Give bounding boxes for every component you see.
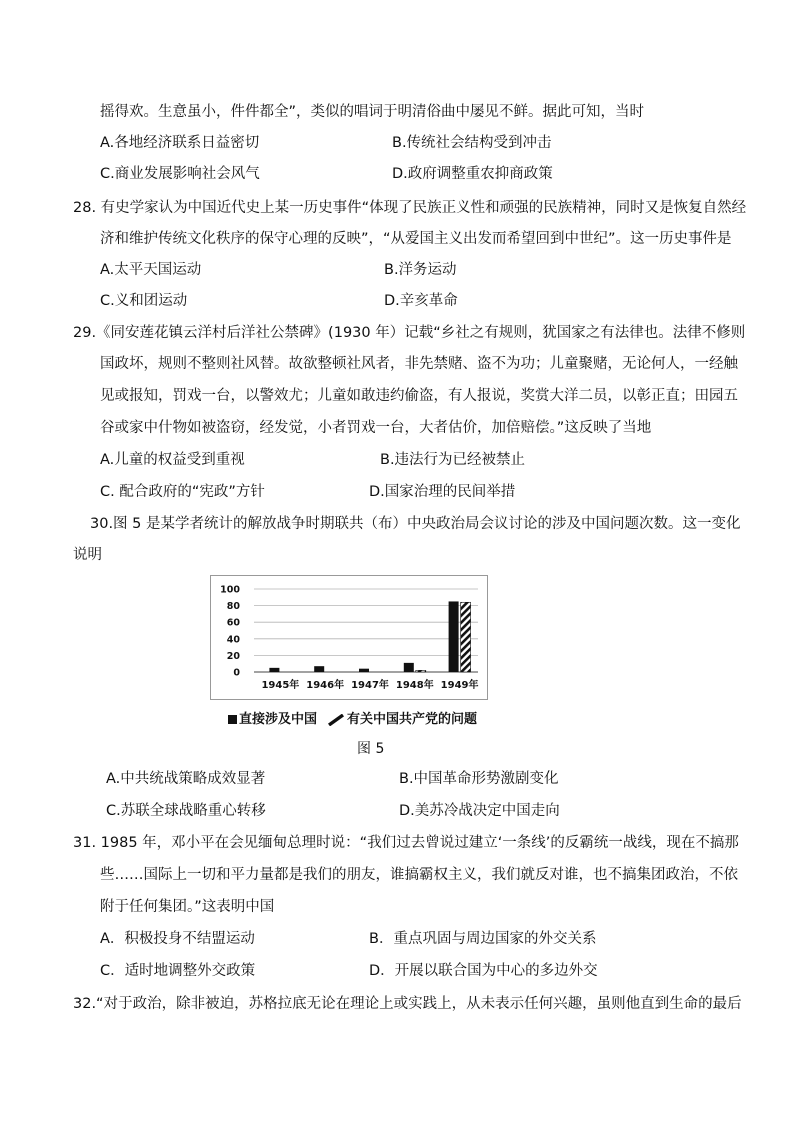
q28-text-line: 济和维护传统文化秩序的保守心理的反映”，“从爱国主义出发而希望回到中世纪”。这一历史事件是 — [100, 231, 732, 247]
q27-option-a: A.各地经济联系日益密切 — [100, 135, 260, 151]
q29-option-d: D.国家治理的民间举措 — [369, 484, 516, 500]
q29-text-line: 见或报知，罚戏一台，以警效尤；儿童如敢违约偷盗，有人报说，奖赏大洋二员，以彰正直；田园五 — [100, 388, 738, 404]
x-tick-label: 1947年 — [351, 680, 389, 691]
q31-option-b: B．重点巩固与周边国家的外交关系 — [369, 931, 597, 947]
q32-text-line: 32.“对于政治，除非被迫，苏格拉底无论在理论上或实践上，从未表示任何兴趣，虽则他直到生命的最后 — [73, 996, 742, 1012]
q31-option-a: A．积极投身不结盟运动 — [100, 931, 255, 947]
y-tick-label: 100 — [220, 584, 240, 596]
bar-ccp-issue — [461, 602, 471, 672]
q28-option-d: D.辛亥革命 — [384, 293, 458, 309]
figure-5-bar-chart — [210, 575, 488, 700]
q27-option-b: B.传统社会结构受到冲击 — [392, 135, 552, 151]
bar-direct-china — [269, 668, 279, 672]
legend-label-series-1: 直接涉及中国 — [239, 712, 318, 727]
bar-direct-china — [449, 601, 459, 672]
q27-option-c: C.商业发展影响社会风气 — [100, 166, 260, 182]
q30-text-line: 30.图 5 是某学者统计的解放战争时期联共（布）中央政治局会议讨论的涉及中国问题次数。这一变化 — [90, 516, 741, 532]
q28-option-a: A.太平天国运动 — [100, 262, 202, 278]
q31-text-line: 些……国际上一切和平力量都是我们的朋友，谁搞霸权主义，我们就反对谁，也不搞集团政治，不依 — [100, 867, 738, 883]
q30-option-d: D.美苏冷战决定中国走向 — [399, 803, 560, 819]
q31-text-line: 31. 1985 年，邓小平在会见缅甸总理时说：“我们过去曾说过建立‘一条线’的反霸统一战线，现在不搞那 — [73, 835, 739, 851]
y-tick-label: 40 — [226, 634, 240, 646]
q30-option-c: C.苏联全球战略重心转移 — [106, 803, 266, 819]
q28-text-line: 28. 有史学家认为中国近代史上某一历史事件“体现了民族正义性和顽强的民族精神，同时又是恢复自然经 — [73, 200, 747, 216]
q30-text-line: 说明 — [73, 547, 102, 563]
q27-text-line: 摇得欢。生意虽小，件件都全”，类似的唱词于明清俗曲中屡见不鲜。据此可知，当时 — [100, 104, 645, 120]
bar-direct-china — [314, 666, 324, 672]
q28-option-b: B.洋务运动 — [384, 262, 457, 278]
q29-option-c: C. 配合政府的“宪政”方针 — [100, 484, 265, 500]
chart-legend — [228, 708, 477, 727]
q31-option-d: D．开展以联合国为中心的多边外交 — [369, 963, 598, 979]
legend-hatched-swatch — [327, 714, 345, 726]
figure-caption: 图 5 — [357, 741, 385, 757]
q30-option-a: A.中共统战策略成效显著 — [106, 771, 266, 787]
legend-solid-swatch — [228, 715, 237, 724]
bar-direct-china — [404, 663, 414, 672]
q28-option-c: C.义和团运动 — [100, 293, 188, 309]
x-tick-label: 1945年 — [261, 680, 300, 691]
q31-option-c: C．适时地调整外交政策 — [100, 963, 256, 979]
q30-option-b: B.中国革命形势激剧变化 — [399, 771, 559, 787]
q31-text-line: 附于任何集团。”这表明中国 — [100, 899, 275, 915]
y-tick-label: 60 — [226, 617, 240, 629]
q29-option-b: B.违法行为已经被禁止 — [380, 452, 526, 468]
y-tick-label: 20 — [226, 650, 240, 662]
legend-label-series-2: 有关中国共产党的问题 — [347, 712, 478, 727]
x-tick-label: 1949年 — [440, 680, 479, 691]
q27-option-d: D.政府调整重农抑商政策 — [392, 166, 553, 182]
q29-text-line: 谷或家中什物如被盗窃，经发觉，小者罚戏一台，大者估价，加倍赔偿。”这反映了当地 — [100, 420, 652, 436]
bar-direct-china — [359, 669, 369, 672]
q29-text-line: 国政坏，规则不整则社风替。故欲整顿社风者，非先禁赌、盗不为功；儿童聚赌，无论何人，一经触 — [100, 356, 738, 372]
bar-ccp-issue — [416, 670, 426, 672]
q29-option-a: A.儿童的权益受到重视 — [100, 452, 245, 468]
y-tick-label: 0 — [233, 667, 240, 679]
y-tick-label: 80 — [226, 601, 240, 613]
x-tick-label: 1946年 — [306, 680, 345, 691]
x-tick-label: 1948年 — [395, 680, 434, 691]
q29-text-line: 29.《同安莲花镇云洋村后洋社公禁碑》(1930 年）记载“乡社之有规则，犹国家之有法律也。法律不修则 — [73, 325, 746, 341]
